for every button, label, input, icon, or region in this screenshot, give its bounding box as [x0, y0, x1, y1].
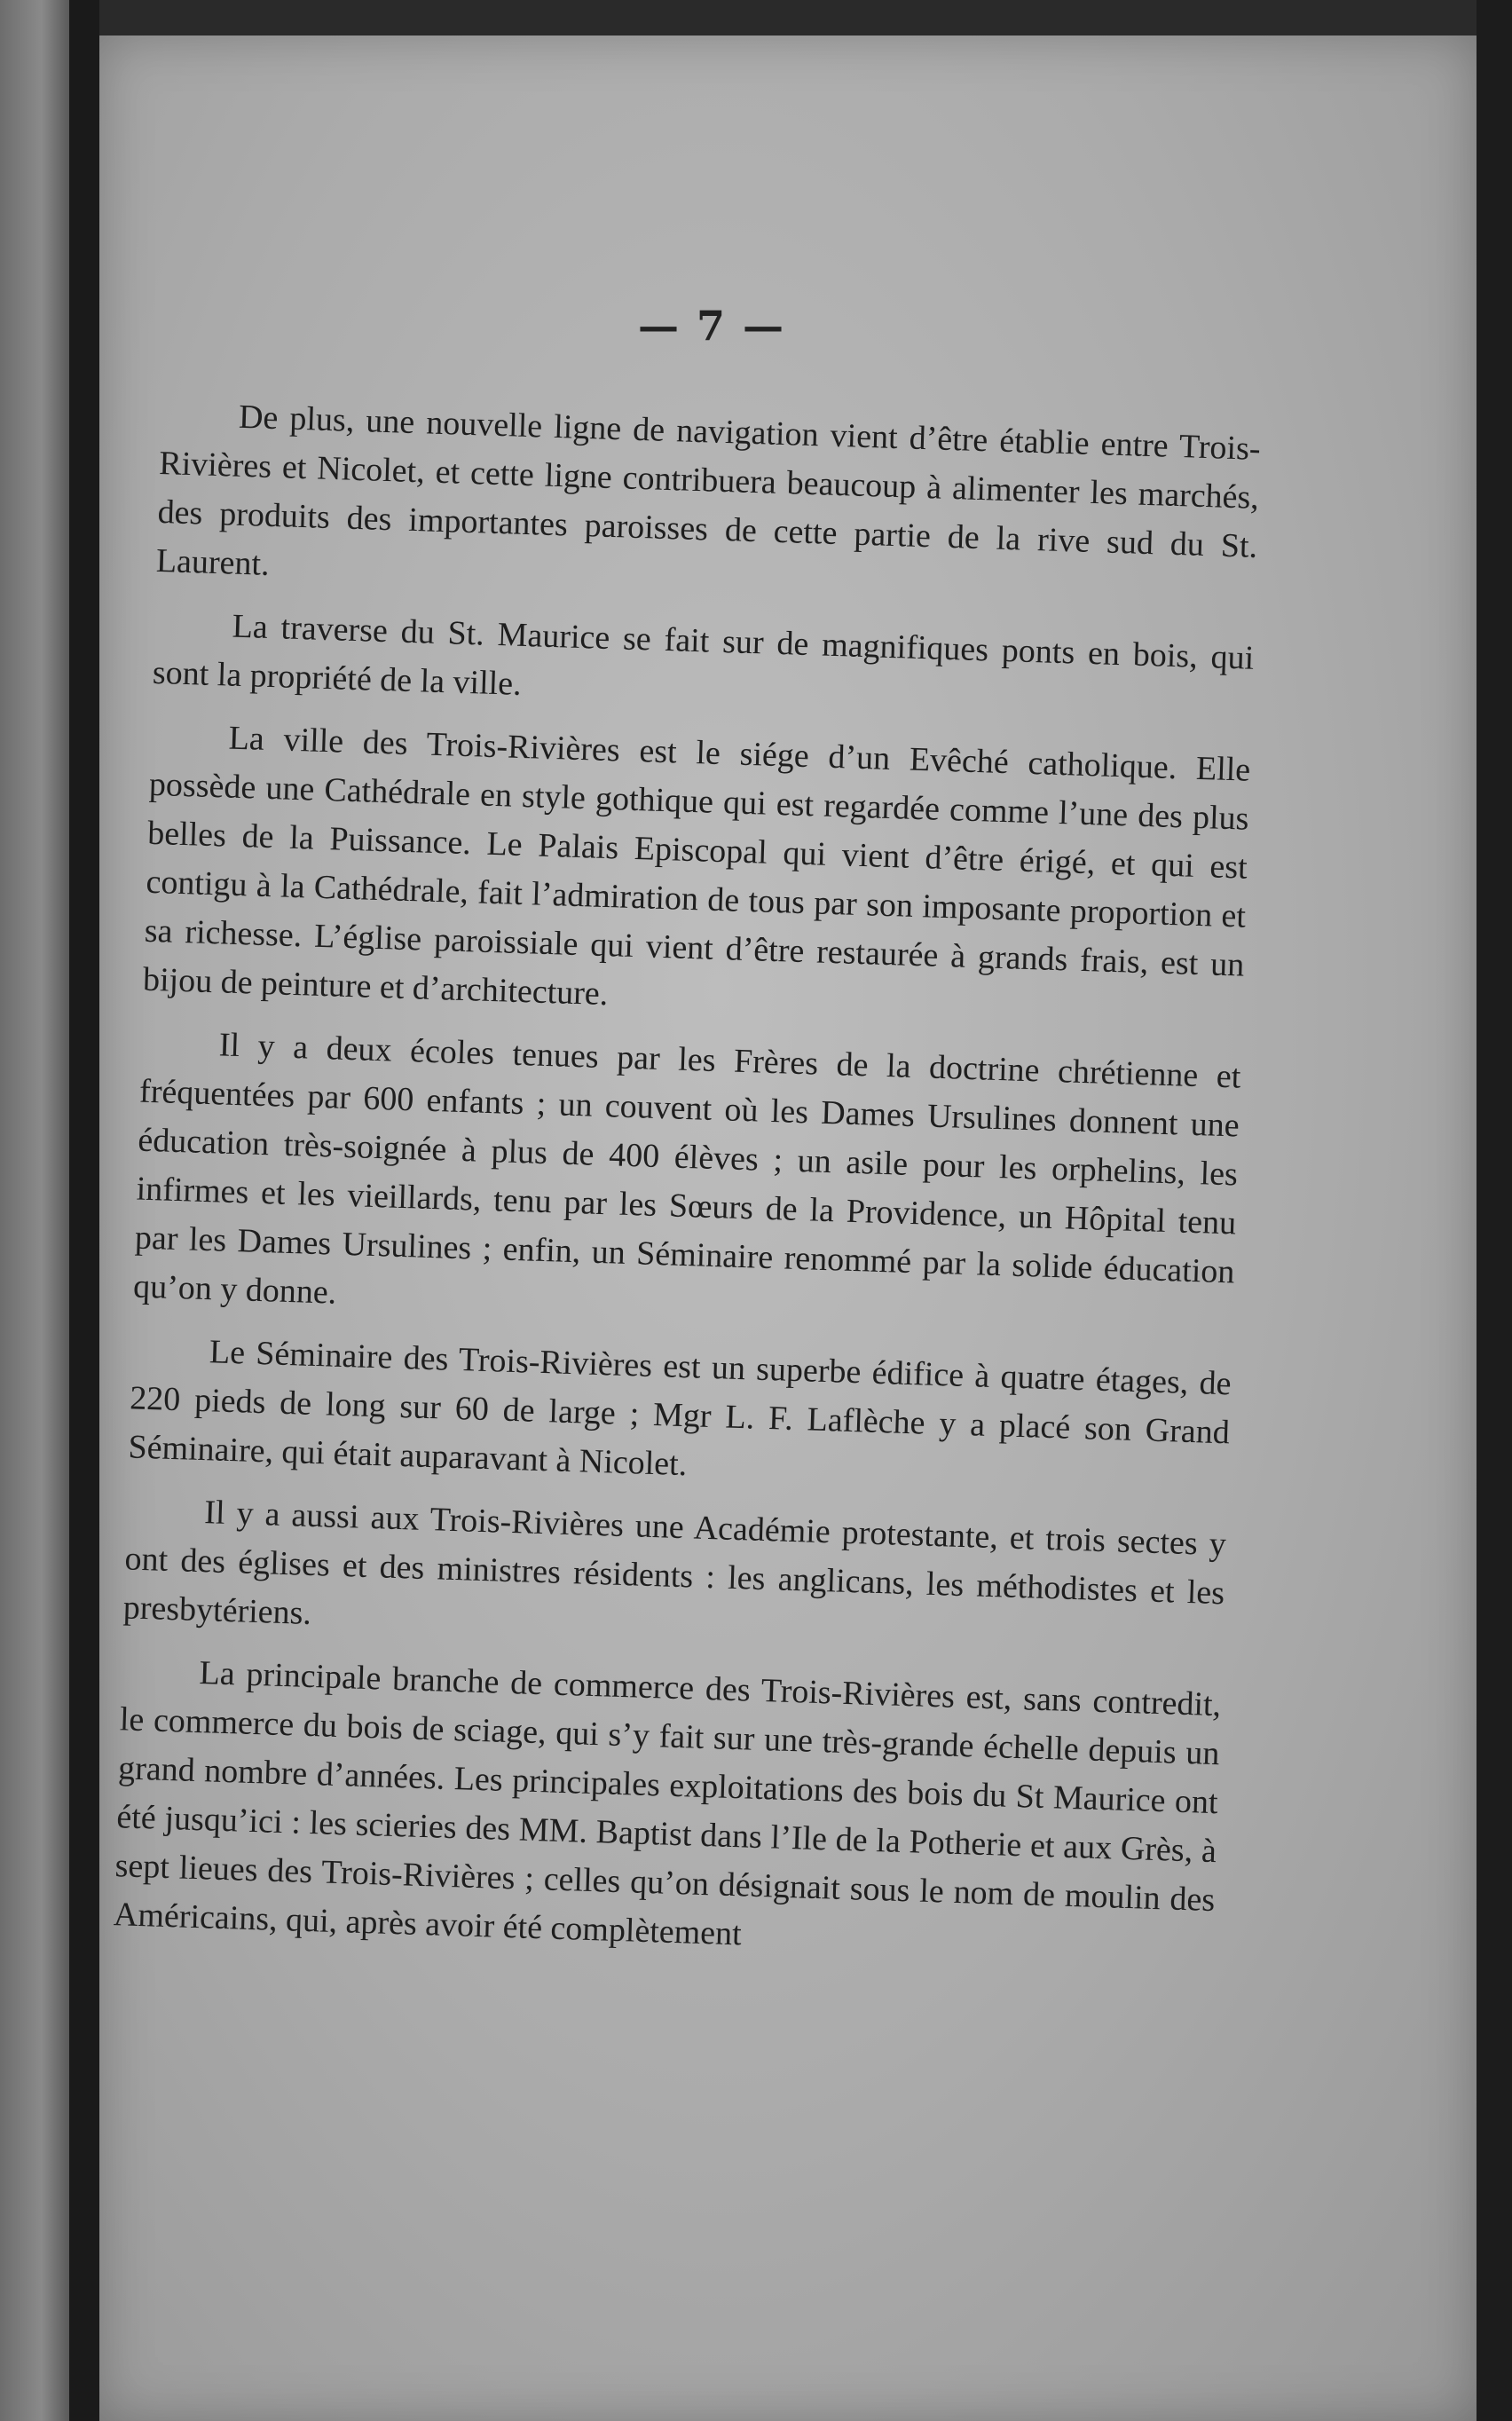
paragraph: La ville des Trois-Rivières est le siége d’un Evêché catholique. Elle possède une Cathédrale en style gothique qui est regardée comme l’une des plus belles de la Puissance. Le Palais Episcopal qui vient d’être érigé, et qui est contigu à la Cathédrale, fait l’admiration de tous par son imposante proportion et sa richesse. L’église paroissiale qui vient d’être restaurée à grands frais, est un bijou de peinture et d’architecture. [142, 719, 1251, 1013]
paragraph: Le Séminaire des Trois-Rivières est un superbe édifice à quatre étages, de 220 pieds de long sur 60 de large ; Mgr L. F. Laflèche y a placé son Grand Séminaire, qui était auparavant à Nicolet. [127, 1333, 1232, 1484]
paragraph: Il y a aussi aux Trois-Rivières une Académie protestante, et trois sectes y ont des églises et des ministres résidents : les anglicans, les méthodistes et les presbytériens. [122, 1494, 1227, 1632]
book-gutter [69, 0, 99, 2421]
paragraph: Il y a deux écoles tenues par les Frères de la doctrine chrétienne et fréquentées par 600 enfants ; un couvent où les Dames Ursulines donnent une éducation très-soignée à plus de 400 élèves ; un asile pour les orphelins, les infirmes et les vieillards, tenu par les Sœurs de la Providence, un Hôpital tenu par les Dames Ursulines ; enfin, un Séminaire renommé par la solide éducation qu’on y donne. [132, 1026, 1241, 1312]
book-page [99, 35, 1477, 2421]
page-text-body [113, 390, 1262, 1988]
facing-page-edge [0, 0, 69, 2421]
page-number: — 7 — [637, 302, 786, 350]
paragraph: De plus, une nouvelle ligne de navigation vient d’être établie entre Trois-Rivières et Nicolet, et cette ligne contribuera beaucoup à alimenter les marchés, des produits des importantes paroisses de cette partie de la rive sud du St. Laurent. [155, 398, 1262, 583]
scan-border [1477, 0, 1512, 2421]
paragraph: La traverse du St. Maurice se fait sur de magnifiques ponts en bois, qui sont la propriété de la ville. [152, 607, 1255, 703]
paragraph: La principale branche de commerce des Trois-Rivières est, sans contredit, le commerce du bois de sciage, qui s’y fait sur une très-grande échelle depuis un grand nombre d’années. Les principales exploitations des bois du St Maurice ont été jusqu’ici : les scieries des MM. Baptist dans l’Ile de la Potherie et aux Grès, à sept lieues des Trois-Rivières ; celles qu’on désignait sous le nom de moulin des Américains, qui, après avoir été complètement [113, 1654, 1222, 1953]
